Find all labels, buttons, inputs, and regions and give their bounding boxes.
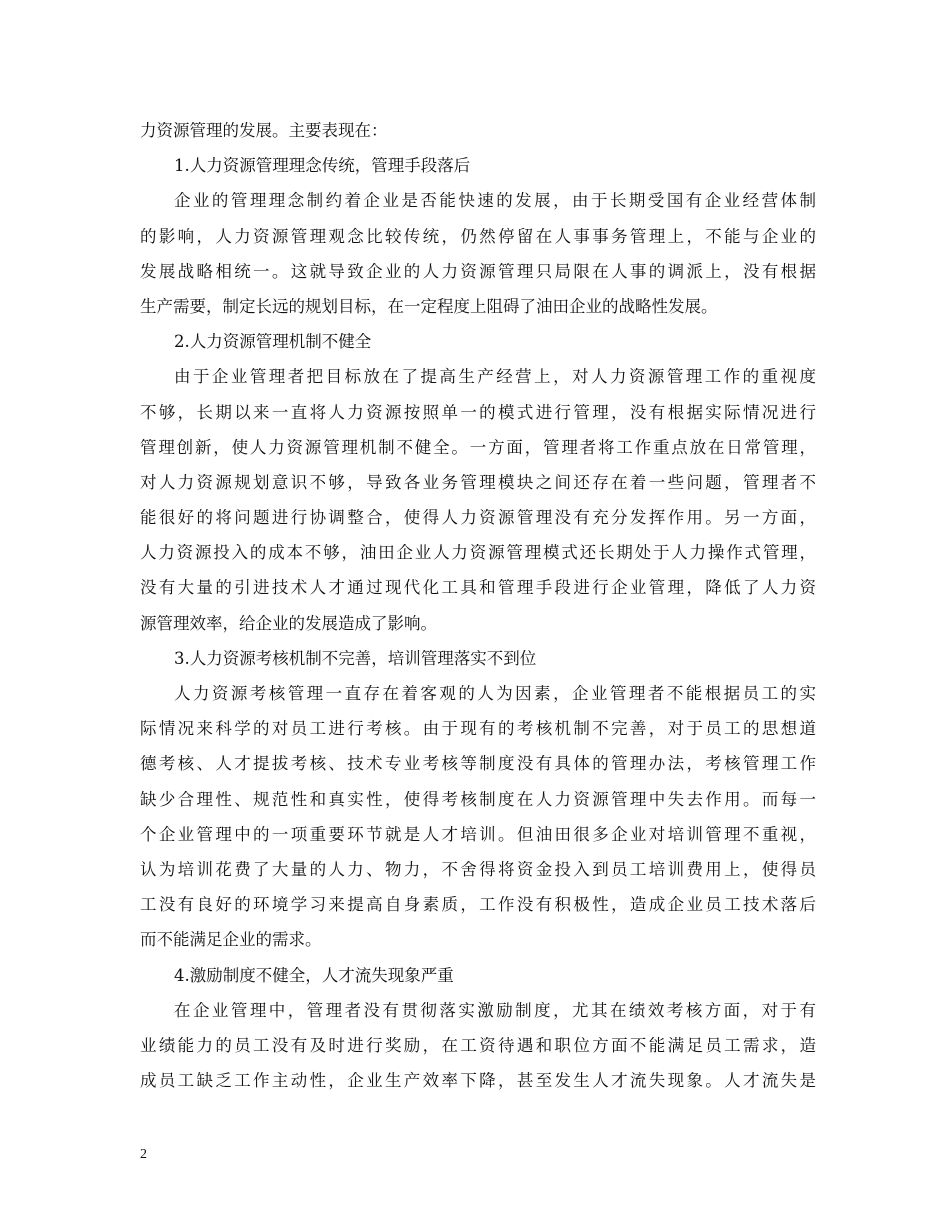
text-line: 德考核、人才提拔考核、技术专业考核等制度没有具体的管理办法，考核管理工作 [140,754,816,774]
text-line: 认为培训花费了大量的人力、物力，不舍得将资金投入到员工培训费用上，使得员 [140,859,816,879]
body-text [140,113,816,1098]
text-line: 3.人力资源考核机制不完善，培训管理落实不到位 [174,648,537,668]
text-line: 个企业管理中的一项重要环节就是人才培训。但油田很多企业对培训管理不重视， [140,824,816,844]
text-line: 2.人力资源管理机制不健全 [174,332,372,352]
text-line: 发展战略相统一。这就导致企业的人力资源管理只局限在人事的调派上，没有根据 [140,261,816,281]
text-line: 管理创新，使人力资源管理机制不健全。一方面，管理者将工作重点放在日常管理， [140,437,816,457]
text-line: 没有大量的引进技术人才通过现代化工具和管理手段进行企业管理，降低了人力资 [140,578,816,598]
text-line: 缺少合理性、规范性和真实性，使得考核制度在人力资源管理中失去作用。而每一 [140,789,816,809]
text-line: 由于企业管理者把目标放在了提高生产经营上，对人力资源管理工作的重视度 [174,367,816,387]
text-line: 人力资源投入的成本不够，油田企业人力资源管理模式还长期处于人力操作式管理， [140,543,816,563]
text-line: 1.人力资源管理理念传统，管理手段落后 [174,156,471,176]
text-line: 不够，长期以来一直将人力资源按照单一的模式进行管理，没有根据实际情况进行 [140,402,816,422]
text-line: 力资源管理的发展。主要表现在： [140,121,388,140]
text-line: 4.激励制度不健全，人才流失现象严重 [174,965,454,985]
text-line: 在企业管理中，管理者没有贯彻落实激励制度，尤其在绩效考核方面，对于有 [174,1000,816,1020]
text-line: 的影响，人力资源管理观念比较传统，仍然停留在人事事务管理上，不能与企业的 [140,226,816,246]
page-number: 2 [140,1147,147,1162]
text-line: 能很好的将问题进行协调整合，使得人力资源管理没有充分发挥作用。另一方面， [140,508,816,528]
text-line: 而不能满足企业的需求。 [140,930,322,950]
text-line: 际情况来科学的对员工进行考核。由于现有的考核机制不完善，对于员工的思想道 [140,719,816,739]
text-line: 人力资源考核管理一直存在着客观的人为因素，企业管理者不能根据员工的实 [174,684,816,703]
text-line: 企业的管理理念制约着企业是否能快速的发展，由于长期受国有企业经营体制 [174,191,816,211]
text-line: 源管理效率，给企业的发展造成了影响。 [140,613,437,633]
text-line: 业绩能力的员工没有及时进行奖励，在工资待遇和职位方面不能满足员工需求，造 [140,1035,816,1055]
text-line: 对人力资源规划意识不够，导致各业务管理模块之间还存在着一些问题，管理者不 [140,472,816,492]
text-line: 成员工缺乏工作主动性，企业生产效率下降，甚至发生人才流失现象。人才流失是 [140,1071,816,1091]
text-line: 工没有良好的环境学习来提高自身素质，工作没有积极性，造成企业员工技术落后 [140,895,816,915]
text-line: 生产需要，制定长远的规划目标，在一定程度上阻碍了油田企业的战略性发展。 [140,296,718,316]
